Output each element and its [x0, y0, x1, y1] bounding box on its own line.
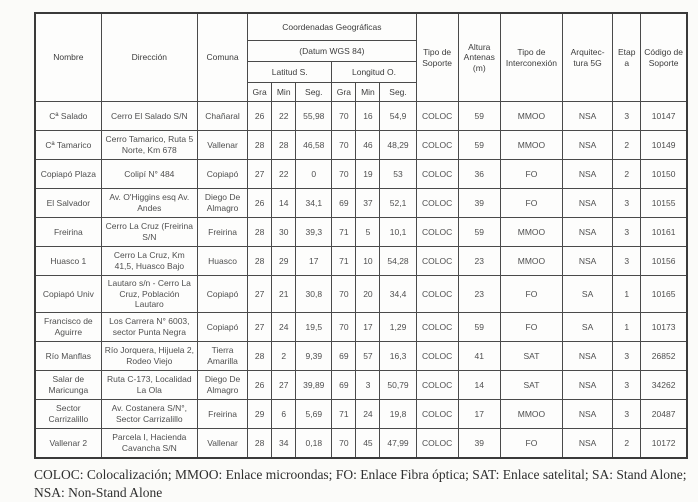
cell: 71 — [332, 399, 356, 428]
cell: 70 — [332, 102, 356, 131]
cell: 3 — [613, 218, 641, 247]
cell: Vallenar — [197, 428, 247, 458]
cell: Diego De Almagro — [197, 370, 247, 399]
table-row — [35, 102, 687, 131]
cell: COLOC — [416, 370, 458, 399]
cell: COLOC — [416, 189, 458, 218]
cell: 36 — [458, 160, 500, 189]
col-header-datum: (Datum WGS 84) — [248, 41, 416, 62]
cell: Río Jorquera, Hijuela 2, Rodeo Viejo — [101, 341, 197, 370]
cell: Av. O'Higgins esq Av. Andes — [101, 189, 197, 218]
cell: 14 — [458, 370, 500, 399]
cell: NSA — [563, 341, 613, 370]
cell: 71 — [332, 218, 356, 247]
cell: 69 — [332, 341, 356, 370]
cell: COLOC — [416, 399, 458, 428]
table-row — [35, 160, 687, 189]
cell: FO — [500, 276, 562, 313]
cell: NSA — [563, 428, 613, 458]
cell: Lautaro s/n - Cerro La Cruz, Población Lautaro — [101, 276, 197, 313]
cell: 17 — [296, 247, 332, 276]
cell: Los Carrera N° 6003, sector Punta Negra — [101, 312, 197, 341]
cell: Copiapó Plaza — [35, 160, 101, 189]
cell: Copiapó Univ — [35, 276, 101, 313]
cell: Cª Tamarico — [35, 131, 101, 160]
cell: 1,29 — [380, 312, 416, 341]
cell: 3 — [356, 370, 380, 399]
cell: 70 — [332, 428, 356, 458]
cell: 16 — [356, 102, 380, 131]
cell: El Salvador — [35, 189, 101, 218]
cell: NSA — [563, 247, 613, 276]
cell: 17 — [458, 399, 500, 428]
cell: Parcela I, Hacienda Cavancha S/N — [101, 428, 197, 458]
cell: COLOC — [416, 160, 458, 189]
cell: 9,39 — [296, 341, 332, 370]
cell: 26 — [248, 370, 272, 399]
cell: 14 — [272, 189, 296, 218]
cell: Vallenar — [197, 131, 247, 160]
cell: NSA — [563, 102, 613, 131]
cell: 53 — [380, 160, 416, 189]
cell: Cerro El Salado S/N — [101, 102, 197, 131]
cell: 19 — [356, 160, 380, 189]
cell: 10147 — [641, 102, 687, 131]
cell: 5,69 — [296, 399, 332, 428]
cell: 3 — [613, 189, 641, 218]
cell: 71 — [332, 247, 356, 276]
cell: 10156 — [641, 247, 687, 276]
cell: 10165 — [641, 276, 687, 313]
cell: 3 — [613, 102, 641, 131]
cell: 27 — [248, 276, 272, 313]
cell: 70 — [332, 160, 356, 189]
cell: 55,98 — [296, 102, 332, 131]
cell: 54,28 — [380, 247, 416, 276]
cell: 23 — [458, 276, 500, 313]
cell: 20 — [356, 276, 380, 313]
cell: 10172 — [641, 428, 687, 458]
col-header-etapa: Etapa — [613, 13, 641, 102]
cell: NSA — [563, 218, 613, 247]
cell: 59 — [458, 102, 500, 131]
cell: 22 — [272, 102, 296, 131]
table-row — [35, 189, 687, 218]
cell: 39 — [458, 189, 500, 218]
cell: Diego De Almagro — [197, 189, 247, 218]
cell: 50,79 — [380, 370, 416, 399]
table-row — [35, 218, 687, 247]
col-header-lat-gra: Gra — [248, 83, 272, 102]
cell: 47,99 — [380, 428, 416, 458]
cell: Colipí N° 484 — [101, 160, 197, 189]
col-header-codigo-soporte: Código de Soporte — [641, 13, 687, 102]
cell: 34,4 — [380, 276, 416, 313]
cell: MMOO — [500, 247, 562, 276]
cell: 26852 — [641, 341, 687, 370]
cell: 54,9 — [380, 102, 416, 131]
cell: Cerro La Cruz, Km 41,5, Huasco Bajo — [101, 247, 197, 276]
cell: 30,8 — [296, 276, 332, 313]
cell: 28 — [248, 428, 272, 458]
cell: NSA — [563, 160, 613, 189]
col-header-nombre: Nombre — [35, 13, 101, 102]
cell: NSA — [563, 189, 613, 218]
cell: 6 — [272, 399, 296, 428]
cell: 29 — [248, 399, 272, 428]
col-header-lon-seg: Seg. — [380, 83, 416, 102]
col-header-interconexion: Tipo de Interconexión — [500, 13, 562, 102]
cell: 69 — [332, 189, 356, 218]
cell: 70 — [332, 131, 356, 160]
table-row — [35, 428, 687, 458]
col-header-coordenadas: Coordenadas Geográficas — [248, 13, 416, 41]
cell: 0,18 — [296, 428, 332, 458]
col-header-lat-seg: Seg. — [296, 83, 332, 102]
cell: 45 — [356, 428, 380, 458]
col-header-arquitectura-5g: Arquitec-tura 5G — [563, 13, 613, 102]
cell: 27 — [248, 160, 272, 189]
table-row — [35, 370, 687, 399]
cell: 22 — [272, 160, 296, 189]
cell: 37 — [356, 189, 380, 218]
cell: 30 — [272, 218, 296, 247]
cell: 39,89 — [296, 370, 332, 399]
table-row — [35, 399, 687, 428]
cell: 24 — [356, 399, 380, 428]
col-header-lon-min: Min — [356, 83, 380, 102]
cell: 34,1 — [296, 189, 332, 218]
cell: 28 — [248, 341, 272, 370]
cell: 2 — [272, 341, 296, 370]
cell: 39,3 — [296, 218, 332, 247]
cell: Vallenar 2 — [35, 428, 101, 458]
col-header-lat-min: Min — [272, 83, 296, 102]
cell: 2 — [613, 131, 641, 160]
table-row — [35, 276, 687, 313]
table-row — [35, 131, 687, 160]
cell: NSA — [563, 131, 613, 160]
cell: 34 — [272, 428, 296, 458]
cell: MMOO — [500, 218, 562, 247]
cell: SAT — [500, 341, 562, 370]
cell: COLOC — [416, 218, 458, 247]
cell: 19,5 — [296, 312, 332, 341]
cell: 39 — [458, 428, 500, 458]
cell: 29 — [272, 247, 296, 276]
cell: SAT — [500, 370, 562, 399]
cell: MMOO — [500, 102, 562, 131]
cell: Ruta C-173, Localidad La Ola — [101, 370, 197, 399]
cell: 3 — [613, 399, 641, 428]
table-row — [35, 341, 687, 370]
cell: 10 — [356, 247, 380, 276]
cell: Río Manflas — [35, 341, 101, 370]
cell: Huasco 1 — [35, 247, 101, 276]
cell: Tierra Amarilla — [197, 341, 247, 370]
cell: FO — [500, 160, 562, 189]
cell: SA — [563, 276, 613, 313]
cell: 46,58 — [296, 131, 332, 160]
cell: COLOC — [416, 312, 458, 341]
cell: Salar de Maricunga — [35, 370, 101, 399]
cell: 10155 — [641, 189, 687, 218]
cell: 3 — [613, 247, 641, 276]
cell: 5 — [356, 218, 380, 247]
cell: 59 — [458, 131, 500, 160]
cell: 59 — [458, 218, 500, 247]
cell: 10150 — [641, 160, 687, 189]
col-header-altura-antenas: Altura Antenas (m) — [458, 13, 500, 102]
cell: 24 — [272, 312, 296, 341]
cell: 28 — [272, 131, 296, 160]
cell: Freirina — [197, 399, 247, 428]
cell: COLOC — [416, 341, 458, 370]
cell: Sector Carrizalillo — [35, 399, 101, 428]
header-row-1 — [35, 13, 687, 41]
table-header — [35, 13, 687, 102]
cell: 2 — [613, 428, 641, 458]
cell: 28 — [248, 131, 272, 160]
antenna-sites-table — [34, 12, 688, 459]
cell: FO — [500, 312, 562, 341]
cell: 20487 — [641, 399, 687, 428]
cell: 1 — [613, 312, 641, 341]
cell: 21 — [272, 276, 296, 313]
cell: Freirina — [35, 218, 101, 247]
col-header-latitud: Latitud S. — [248, 62, 332, 83]
cell: NSA — [563, 399, 613, 428]
cell: 48,29 — [380, 131, 416, 160]
cell: 1 — [613, 276, 641, 313]
col-header-longitud: Longitud O. — [332, 62, 416, 83]
table-row — [35, 247, 687, 276]
cell: COLOC — [416, 276, 458, 313]
cell: 2 — [613, 160, 641, 189]
cell: 59 — [458, 312, 500, 341]
cell: FO — [500, 428, 562, 458]
cell: 10161 — [641, 218, 687, 247]
cell: 10,1 — [380, 218, 416, 247]
cell: 10173 — [641, 312, 687, 341]
cell: COLOC — [416, 247, 458, 276]
cell: 70 — [332, 312, 356, 341]
cell: Chañaral — [197, 102, 247, 131]
cell: 46 — [356, 131, 380, 160]
cell: 26 — [248, 102, 272, 131]
cell: NSA — [563, 370, 613, 399]
cell: 28 — [248, 218, 272, 247]
cell: 23 — [458, 247, 500, 276]
cell: 52,1 — [380, 189, 416, 218]
cell: 16,3 — [380, 341, 416, 370]
cell: 28 — [248, 247, 272, 276]
cell: 57 — [356, 341, 380, 370]
cell: FO — [500, 189, 562, 218]
cell: Cerro Tamarico, Ruta 5 Norte, Km 678 — [101, 131, 197, 160]
cell: 69 — [332, 370, 356, 399]
table-body — [35, 102, 687, 458]
cell: Copiapó — [197, 312, 247, 341]
cell: Cerro La Cruz (Freirina S/N — [101, 218, 197, 247]
table-row — [35, 312, 687, 341]
cell: 26 — [248, 189, 272, 218]
cell: Copiapó — [197, 160, 247, 189]
cell: Av. Costanera S/N°, Sector Carrizalillo — [101, 399, 197, 428]
legend-text: COLOC: Colocalización; MMOO: Enlace microondas; FO: Enlace Fibra óptica; SAT: Enlace satelital; SA: Stand Alone; NSA: Non-Stand Alone — [34, 466, 687, 501]
cell: 27 — [272, 370, 296, 399]
cell: 10149 — [641, 131, 687, 160]
cell: MMOO — [500, 399, 562, 428]
cell: Francisco de Aguirre — [35, 312, 101, 341]
col-header-lon-gra: Gra — [332, 83, 356, 102]
cell: 41 — [458, 341, 500, 370]
col-header-direccion: Dirección — [101, 13, 197, 102]
cell: SA — [563, 312, 613, 341]
cell: 3 — [613, 370, 641, 399]
col-header-comuna: Comuna — [197, 13, 247, 102]
cell: MMOO — [500, 131, 562, 160]
cell: Freirina — [197, 218, 247, 247]
cell: COLOC — [416, 131, 458, 160]
cell: COLOC — [416, 428, 458, 458]
cell: 17 — [356, 312, 380, 341]
cell: 19,8 — [380, 399, 416, 428]
cell: 70 — [332, 276, 356, 313]
cell: Huasco — [197, 247, 247, 276]
cell: 0 — [296, 160, 332, 189]
cell: Cª Salado — [35, 102, 101, 131]
cell: Copiapó — [197, 276, 247, 313]
cell: 3 — [613, 341, 641, 370]
cell: 27 — [248, 312, 272, 341]
cell: 34262 — [641, 370, 687, 399]
cell: COLOC — [416, 102, 458, 131]
col-header-tipo-soporte: Tipo de Soporte — [416, 13, 458, 102]
